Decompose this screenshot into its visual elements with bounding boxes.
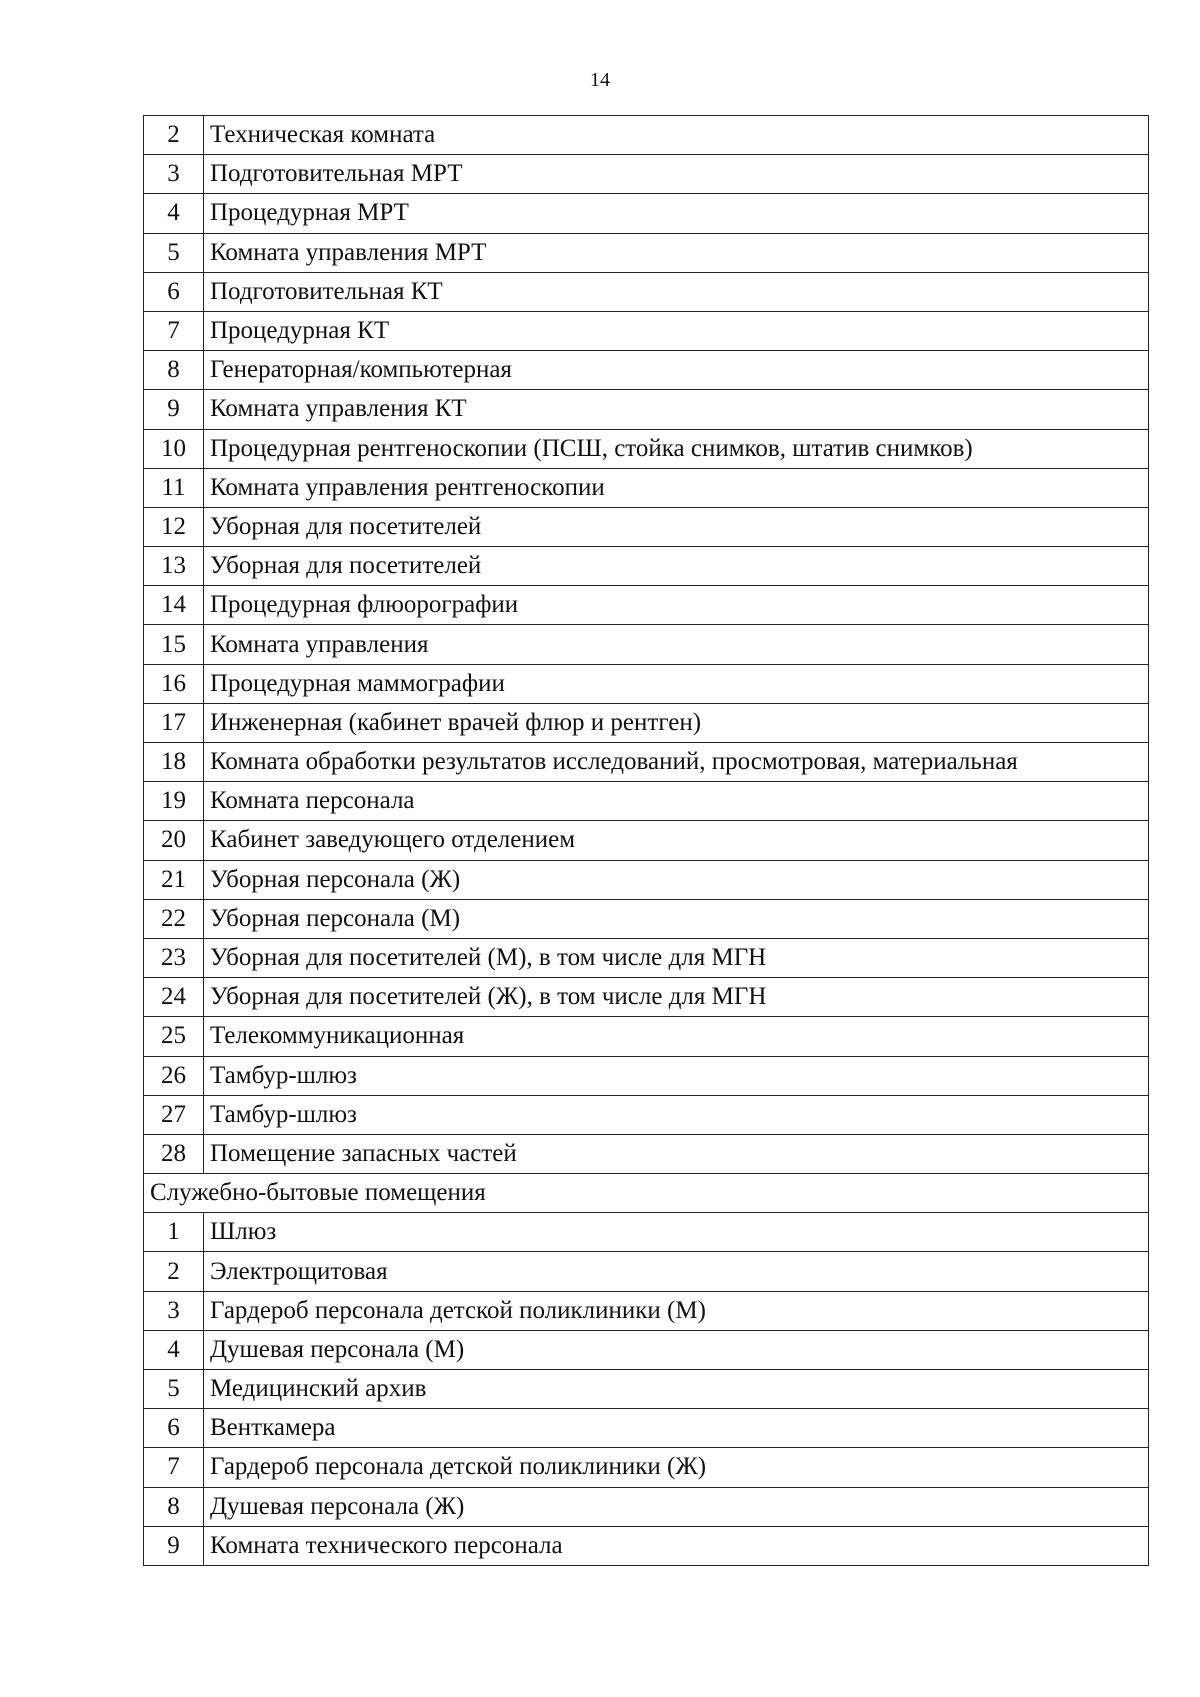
room-name-cell: Комната технического персонала [204,1526,1149,1565]
page-number: 14 [590,69,610,91]
room-name-cell: Техническая комната [204,116,1149,155]
room-number-cell: 27 [144,1095,204,1134]
table-row [144,233,1149,272]
room-name-cell: Уборная для посетителей (Ж), в том числе для МГН [204,978,1149,1017]
room-name-cell: Комната управления МРТ [204,233,1149,272]
room-name-cell: Уборная персонала (Ж) [204,860,1149,899]
room-number-cell: 18 [144,743,204,782]
table-row [144,468,1149,507]
room-number-cell: 26 [144,1056,204,1095]
room-number-cell: 4 [144,1330,204,1369]
room-name-cell: Комната обработки результатов исследований, просмотровая, материальная [204,743,1149,782]
room-name-cell: Уборная для посетителей [204,547,1149,586]
room-number-cell: 8 [144,351,204,390]
room-name-cell: Электрощитовая [204,1252,1149,1291]
room-name-cell: Подготовительная КТ [204,272,1149,311]
room-name-cell: Душевая персонала (Ж) [204,1487,1149,1526]
table-row [144,821,1149,860]
room-name-cell: Телекоммуникационная [204,1017,1149,1056]
room-number-cell: 7 [144,311,204,350]
table-row [144,155,1149,194]
table-row [144,1526,1149,1565]
room-name-cell: Шлюз [204,1213,1149,1252]
room-number-cell: 5 [144,1370,204,1409]
room-name-cell: Генераторная/компьютерная [204,351,1149,390]
room-number-cell: 1 [144,1213,204,1252]
table-row [144,116,1149,155]
room-number-cell: 20 [144,821,204,860]
room-number-cell: 25 [144,1017,204,1056]
table-row [144,351,1149,390]
table-row [144,664,1149,703]
section-header-row [144,1174,1149,1213]
table-row [144,1448,1149,1487]
table-row [144,1095,1149,1134]
table-row [144,978,1149,1017]
room-name-cell: Процедурная МРТ [204,194,1149,233]
room-number-cell: 5 [144,233,204,272]
room-name-cell: Комната управления рентгеноскопии [204,468,1149,507]
table-row [144,899,1149,938]
table-row [144,1213,1149,1252]
table-row [144,703,1149,742]
room-name-cell: Помещение запасных частей [204,1134,1149,1173]
table-row [144,1409,1149,1448]
table-row [144,1330,1149,1369]
rooms-table-body [144,116,1149,1566]
room-name-cell: Процедурная маммографии [204,664,1149,703]
room-number-cell: 8 [144,1487,204,1526]
table-row [144,547,1149,586]
room-name-cell: Комната персонала [204,782,1149,821]
room-number-cell: 9 [144,390,204,429]
table-row [144,1056,1149,1095]
room-name-cell: Кабинет заведующего отделением [204,821,1149,860]
room-number-cell: 2 [144,116,204,155]
room-number-cell: 14 [144,586,204,625]
table-row [144,782,1149,821]
table-row [144,272,1149,311]
room-name-cell: Комната управления КТ [204,390,1149,429]
table-row [144,1291,1149,1330]
room-number-cell: 23 [144,938,204,977]
table-row [144,1252,1149,1291]
room-name-cell: Медицинский архив [204,1370,1149,1409]
room-number-cell: 3 [144,155,204,194]
room-number-cell: 6 [144,272,204,311]
room-number-cell: 13 [144,547,204,586]
room-name-cell: Инженерная (кабинет врачей флюр и рентген) [204,703,1149,742]
table-row [144,507,1149,546]
table-row [144,429,1149,468]
room-name-cell: Процедурная флюорографии [204,586,1149,625]
room-number-cell: 10 [144,429,204,468]
rooms-table [143,115,1149,1566]
table-row [144,1017,1149,1056]
room-name-cell: Уборная персонала (М) [204,899,1149,938]
room-number-cell: 24 [144,978,204,1017]
room-name-cell: Процедурная КТ [204,311,1149,350]
room-name-cell: Комната управления [204,625,1149,664]
room-number-cell: 21 [144,860,204,899]
room-name-cell: Уборная для посетителей [204,507,1149,546]
room-number-cell: 11 [144,468,204,507]
table-row [144,194,1149,233]
table-row [144,860,1149,899]
table-row [144,586,1149,625]
room-number-cell: 22 [144,899,204,938]
table-row [144,743,1149,782]
room-number-cell: 28 [144,1134,204,1173]
room-name-cell: Тамбур-шлюз [204,1095,1149,1134]
table-row [144,938,1149,977]
room-name-cell: Гардероб персонала детской поликлиники (Ж) [204,1448,1149,1487]
room-name-cell: Душевая персонала (М) [204,1330,1149,1369]
room-number-cell: 17 [144,703,204,742]
room-number-cell: 9 [144,1526,204,1565]
room-number-cell: 19 [144,782,204,821]
room-name-cell: Тамбур-шлюз [204,1056,1149,1095]
table-row [144,625,1149,664]
room-name-cell: Гардероб персонала детской поликлиники (М) [204,1291,1149,1330]
room-name-cell: Уборная для посетителей (М), в том числе для МГН [204,938,1149,977]
table-row [144,311,1149,350]
room-number-cell: 3 [144,1291,204,1330]
room-name-cell: Венткамера [204,1409,1149,1448]
section-title: Служебно-бытовые помещения [144,1174,1149,1213]
room-number-cell: 16 [144,664,204,703]
room-number-cell: 6 [144,1409,204,1448]
room-number-cell: 7 [144,1448,204,1487]
room-number-cell: 12 [144,507,204,546]
table-row [144,1370,1149,1409]
table-row [144,1487,1149,1526]
room-number-cell: 15 [144,625,204,664]
room-number-cell: 2 [144,1252,204,1291]
room-name-cell: Процедурная рентгеноскопии (ПСШ, стойка снимков, штатив снимков) [204,429,1149,468]
room-number-cell: 4 [144,194,204,233]
room-name-cell: Подготовительная МРТ [204,155,1149,194]
table-row [144,390,1149,429]
table-row [144,1134,1149,1173]
